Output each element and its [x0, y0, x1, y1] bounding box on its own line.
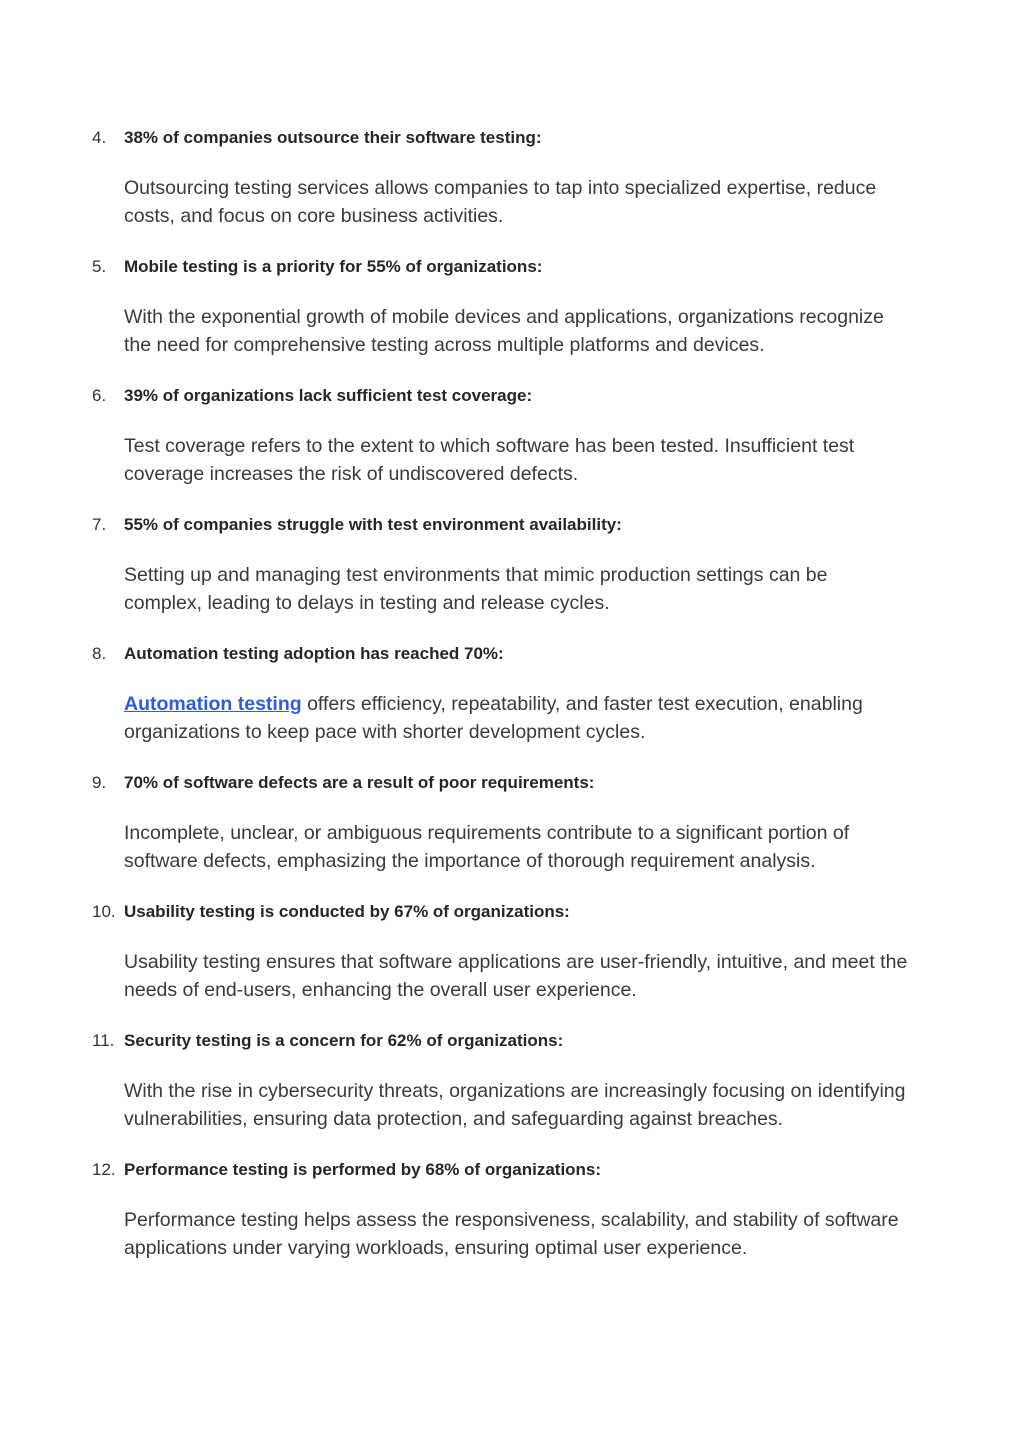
item-description: Outsourcing testing services allows companies to tap into specialized expertise, reduce costs, and focus on core business activities. [124, 177, 877, 227]
item-number: 5. [92, 257, 107, 276]
item-description: Setting up and managing test environments that mimic production settings can be complex, leading to delays in testing and release cycles. [124, 564, 828, 614]
automation-testing-link[interactable]: Automation testing [124, 693, 302, 715]
item-heading: 55% of companies struggle with test environment availability: [124, 515, 622, 534]
item-heading: Automation testing adoption has reached 70%: [124, 644, 504, 663]
item-number: 6. [92, 386, 107, 405]
item-heading: 70% of software defects are a result of poor requirements: [124, 773, 595, 792]
item-heading: Mobile testing is a priority for 55% of organizations: [124, 257, 543, 276]
statistics-list [0, 125, 1023, 1286]
list-item [0, 899, 1023, 1004]
list-item [0, 770, 1023, 875]
item-description: Test coverage refers to the extent to which software has been tested. Insufficient test coverage increases the risk of undiscovered defects. [124, 435, 855, 485]
item-heading: Performance testing is performed by 68% of organizations: [124, 1160, 602, 1179]
item-heading: Usability testing is conducted by 67% of organizations: [124, 902, 570, 921]
item-description: With the exponential growth of mobile devices and applications, organizations recognize the need for comprehensive testing across multiple platforms and devices. [124, 306, 884, 356]
list-item [0, 254, 1023, 359]
list-item [0, 641, 1023, 746]
item-number: 10. [92, 902, 116, 921]
list-item [0, 1028, 1023, 1133]
list-item [0, 1157, 1023, 1262]
item-number: 11. [92, 1031, 115, 1050]
item-description [124, 691, 909, 746]
list-item [0, 125, 1023, 230]
item-description: Incomplete, unclear, or ambiguous requirements contribute to a significant portion of software defects, emphasizing the importance of thorough requirement analysis. [124, 822, 850, 872]
item-number: 7. [92, 515, 107, 534]
item-description: With the rise in cybersecurity threats, organizations are increasingly focusing on identifying vulnerabilities, ensuring data protection, and safeguarding against breaches. [124, 1080, 906, 1130]
list-item [0, 383, 1023, 488]
item-heading: 39% of organizations lack sufficient test coverage: [124, 386, 533, 405]
item-number: 8. [92, 644, 107, 663]
item-heading: Security testing is a concern for 62% of organizations: [124, 1031, 564, 1050]
item-description: Usability testing ensures that software applications are user-friendly, intuitive, and meet the needs of end-users, enhancing the overall user experience. [124, 951, 908, 1001]
item-number: 4. [92, 128, 107, 147]
list-item [0, 512, 1023, 617]
item-description-text: offers efficiency, repeatability, and faster test execution, enabling organizations to keep pace with shorter development cycles. [124, 693, 863, 743]
item-heading: 38% of companies outsource their software testing: [124, 128, 542, 147]
item-number: 12. [92, 1160, 116, 1179]
item-description: Performance testing helps assess the responsiveness, scalability, and stability of software applications under varying workloads, ensuring optimal user experience. [124, 1209, 899, 1259]
item-number: 9. [92, 773, 107, 792]
